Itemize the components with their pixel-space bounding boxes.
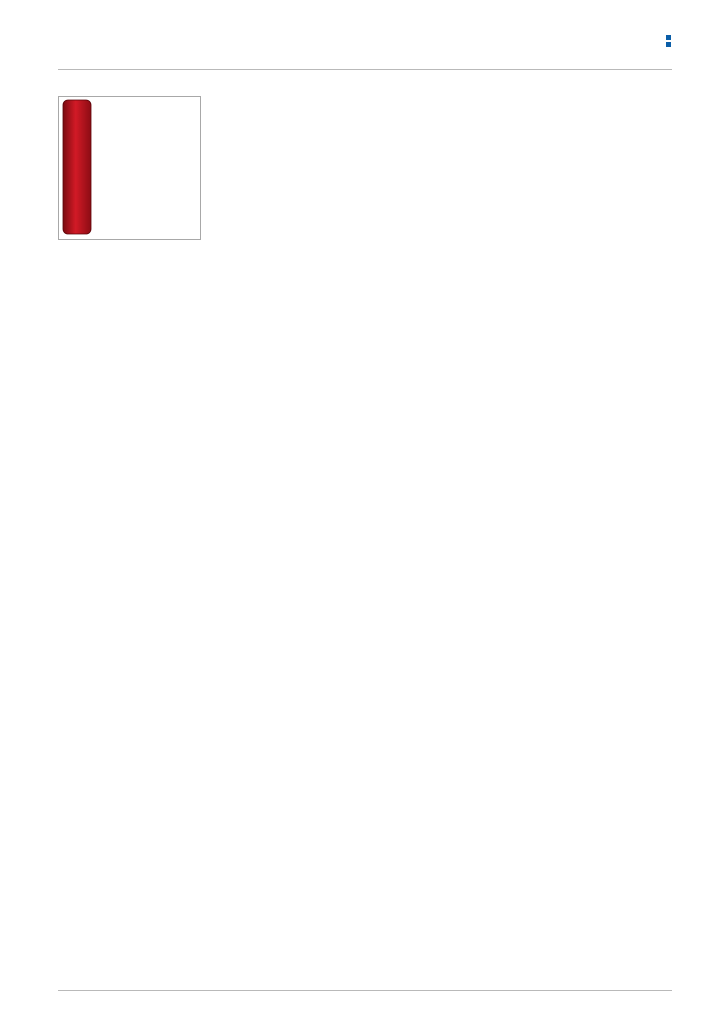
page-footer — [58, 990, 672, 1014]
product-name — [217, 96, 672, 110]
logo-dots-icon — [666, 33, 671, 49]
frame-body — [63, 100, 91, 234]
spec-content — [217, 96, 672, 143]
technical-characteristics-title — [217, 129, 672, 143]
product-frame-illustration — [59, 97, 200, 239]
product-image — [58, 96, 201, 240]
hager-logo — [666, 28, 672, 56]
page-header — [58, 20, 672, 70]
